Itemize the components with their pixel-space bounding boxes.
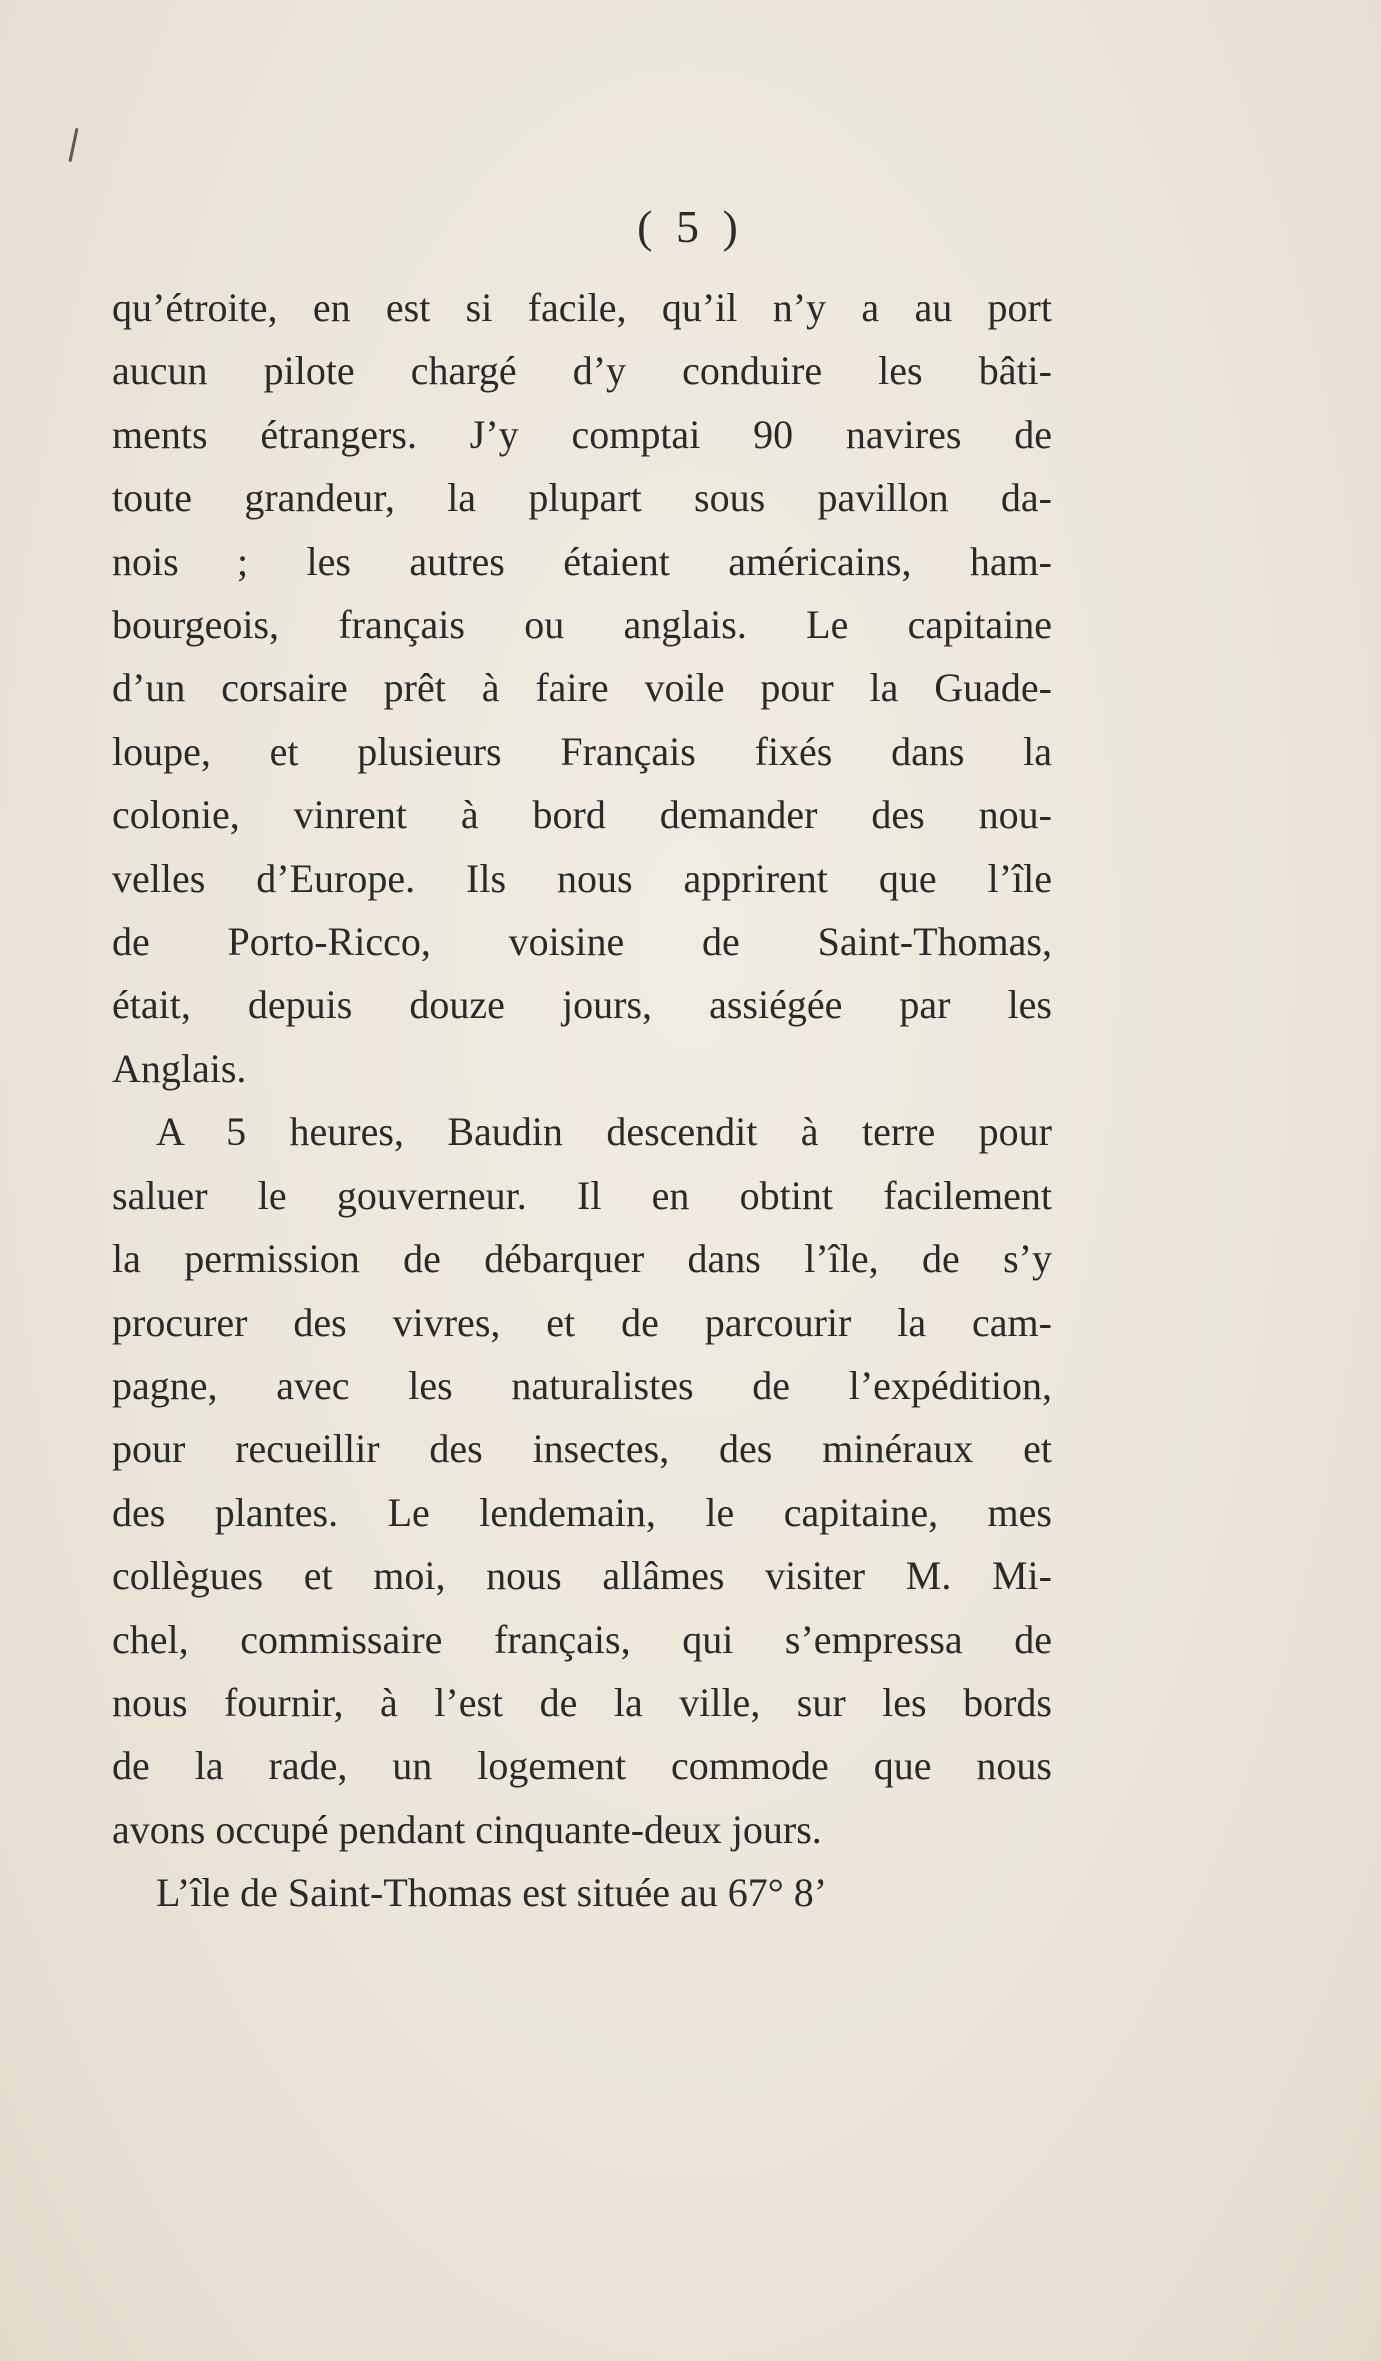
text-line: qu’étroite, en est si facile, qu’il n’y a au port bbox=[112, 285, 1052, 330]
text-line: aucun pilote chargé d’y conduire les bâti- bbox=[112, 348, 1052, 394]
page-number: ( 5 ) bbox=[637, 201, 744, 252]
text-line: nois ; les autres étaient américains, ham- bbox=[112, 538, 1052, 584]
text-line: chel, commissaire français, qui s’empressa de bbox=[112, 1616, 1052, 1662]
text-line: colonie, vinrent à bord demander des nou- bbox=[112, 792, 1052, 838]
text-line: toute grandeur, la plupart sous pavillon da- bbox=[112, 475, 1052, 521]
text-line: ments étrangers. J’y comptai 90 navires de bbox=[112, 411, 1052, 457]
text-line: procurer des vivres, et de parcourir la cam- bbox=[112, 1299, 1052, 1345]
text-line: de Porto-Ricco, voisine de Saint-Thomas, bbox=[112, 919, 1052, 965]
text-line: L’île de Saint-Thomas est située au 67° 8’ bbox=[156, 1870, 828, 1916]
text-line: la permission de débarquer dans l’île, de s’y bbox=[112, 1236, 1052, 1282]
text-line: pour recueillir des insectes, des minéraux et bbox=[112, 1426, 1052, 1472]
text-line: avons occupé pendant cinquante-deux jours. bbox=[112, 1806, 822, 1852]
text-line: loupe, et plusieurs Français fixés dans la bbox=[112, 728, 1052, 774]
text-line: d’un corsaire prêt à faire voile pour la Guade- bbox=[112, 665, 1052, 711]
text-line: des plantes. Le lendemain, le capitaine, mes bbox=[112, 1489, 1052, 1535]
text-line: velles d’Europe. Ils nous apprirent que l’île bbox=[112, 855, 1052, 901]
text-line: était, depuis douze jours, assiégée par les bbox=[112, 982, 1052, 1028]
text-line: pagne, avec les naturalistes de l’expédition, bbox=[112, 1362, 1052, 1408]
text-line: nous fournir, à l’est de la ville, sur les bords bbox=[112, 1679, 1052, 1725]
body-text bbox=[112, 276, 1052, 1925]
text-line: Anglais. bbox=[112, 1045, 247, 1091]
text-line: de la rade, un logement commode que nous bbox=[112, 1743, 1052, 1789]
text-line: saluer le gouverneur. Il en obtint facilement bbox=[112, 1172, 1052, 1218]
stray-ink-mark bbox=[68, 128, 78, 162]
text-line: bourgeois, français ou anglais. Le capitaine bbox=[112, 602, 1052, 648]
text-line: A 5 heures, Baudin descendit à terre pour bbox=[156, 1109, 1052, 1155]
text-line: collègues et moi, nous allâmes visiter M. Mi- bbox=[112, 1553, 1052, 1599]
